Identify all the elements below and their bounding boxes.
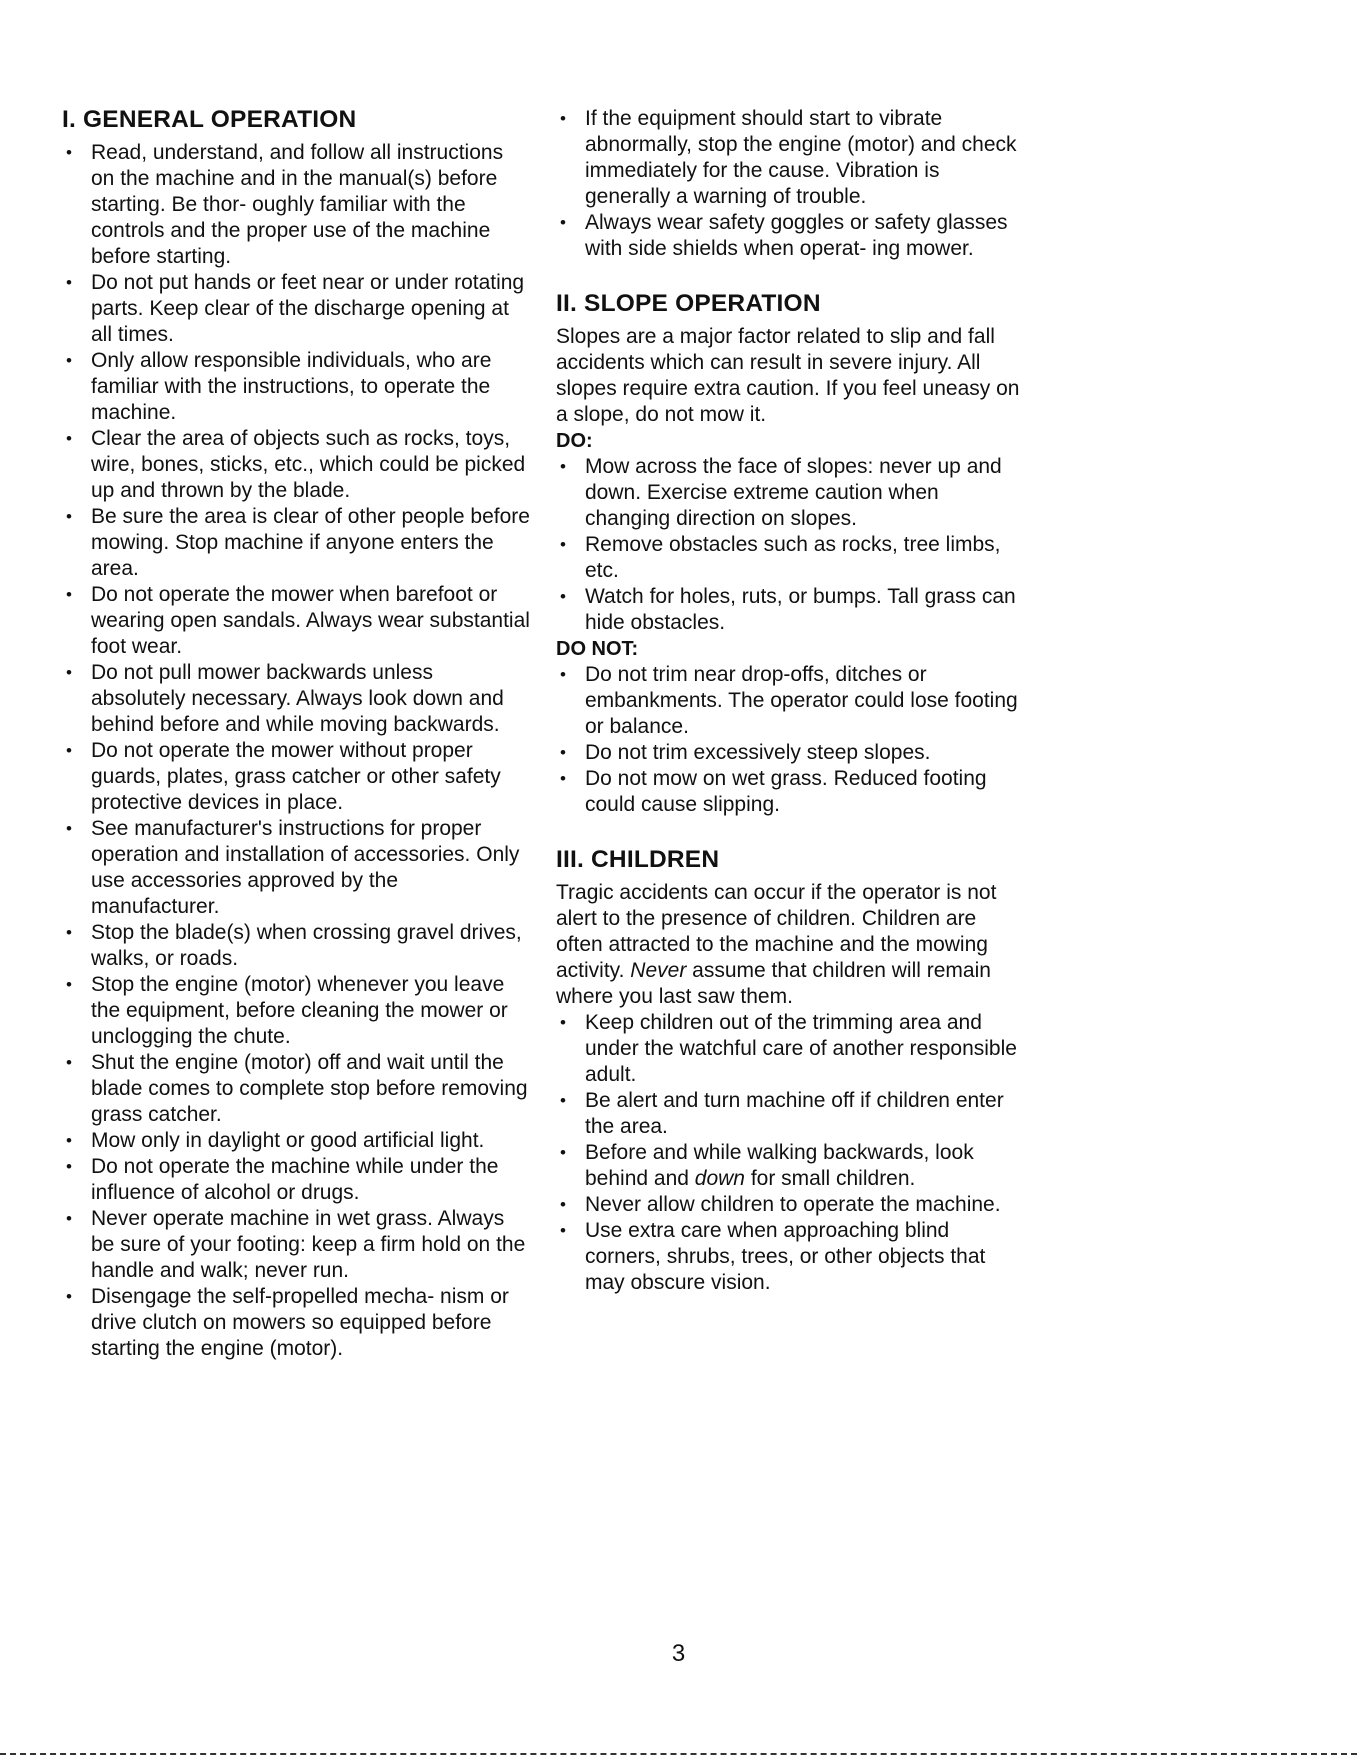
bullet-icon: • [66, 429, 72, 448]
list-item: • Do not mow on wet grass. Reduced footing could cause slipping. [560, 767, 987, 816]
list-item: • Mow across the face of slopes: never up and down. Exercise extreme caution when changing direction on slopes. [560, 455, 1002, 530]
bullet-icon: • [66, 1209, 72, 1228]
bullet-icon: • [66, 923, 72, 942]
bullet-icon: • [66, 585, 72, 604]
bullet-icon: • [560, 535, 566, 554]
list-item: • See manufacturer's instructions for proper operation and installation of accessories. Only use accessories approved by the manufacturer. [66, 817, 520, 918]
section-heading-general-operation: I. GENERAL OPERATION [62, 106, 357, 133]
do-list [556, 454, 1026, 636]
bullet-icon: • [560, 743, 566, 762]
list-item: • Before and while walking backwards, look behind and down for small children. [560, 1141, 974, 1190]
general-operation-list-continued [556, 106, 1026, 262]
section-spacer [556, 262, 1026, 290]
bullet-icon: • [66, 507, 72, 526]
bullet-icon: • [66, 1287, 72, 1306]
list-item: • Do not pull mower backwards unless absolutely necessary. Always look down and behind before and while moving backwards. [66, 661, 504, 736]
bullet-icon: • [66, 741, 72, 760]
list-item: • Keep children out of the trimming area and under the watchful care of another responsible adult. [560, 1011, 1017, 1086]
list-item: • Do not operate the machine while under the influence of alcohol or drugs. [66, 1155, 499, 1204]
list-item: • Only allow responsible individuals, who are familiar with the instructions, to operate the machine. [66, 349, 492, 424]
bullet-icon: • [66, 273, 72, 292]
bullet-icon: • [560, 1195, 566, 1214]
do-label: DO: [556, 430, 593, 452]
list-item: • Remove obstacles such as rocks, tree limbs, etc. [560, 533, 1001, 582]
list-item: • Stop the blade(s) when crossing gravel drives, walks, or roads. [66, 921, 522, 970]
bullet-icon: • [66, 819, 72, 838]
list-item: • Do not put hands or feet near or under rotating parts. Keep clear of the discharge opening at all times. [66, 271, 525, 346]
list-item: • Do not operate the mower without proper guards, plates, grass catcher or other safety protective devices in place. [66, 739, 501, 814]
list-item: • Be sure the area is clear of other people before mowing. Stop machine if anyone enters the area. [66, 505, 530, 580]
list-item: • Read, understand, and follow all instructions on the machine and in the manual(s) before starting. Be thor- oughly familiar with the controls and the proper use of the machine before starting. [66, 141, 504, 268]
bullet-icon: • [560, 457, 566, 476]
bullet-icon: • [66, 1157, 72, 1176]
list-item: • Do not trim near drop-offs, ditches or embankments. The operator could lose footing or balance. [560, 663, 1018, 738]
list-item: • If the equipment should start to vibrate abnormally, stop the engine (motor) and check immediately for the cause. Vibration is generally a warning of trouble. [560, 107, 1017, 208]
bullet-icon: • [560, 587, 566, 606]
bullet-icon: • [560, 213, 566, 232]
bullet-icon: • [560, 1091, 566, 1110]
general-operation-list [62, 140, 532, 1362]
bottom-divider [0, 1753, 1357, 1755]
bullet-icon: • [66, 975, 72, 994]
list-item: • Do not trim excessively steep slopes. [560, 741, 931, 764]
do-not-label: DO NOT: [556, 638, 639, 660]
page-number: 3 [671, 1640, 686, 1667]
bullet-icon: • [560, 109, 566, 128]
bullet-icon: • [560, 665, 566, 684]
list-item: • Be alert and turn machine off if children enter the area. [560, 1089, 1004, 1138]
children-list [556, 1010, 1026, 1296]
bullet-icon: • [66, 1053, 72, 1072]
right-column [556, 106, 1026, 1296]
bullet-icon: • [560, 769, 566, 788]
section-heading-slope-operation: II. SLOPE OPERATION [556, 290, 821, 317]
list-item: • Mow only in daylight or good artificial light. [66, 1129, 485, 1152]
list-item: • Always wear safety goggles or safety glasses with side shields when operat- ing mower. [560, 211, 1008, 260]
bullet-icon: • [66, 351, 72, 370]
bullet-icon: • [560, 1143, 566, 1162]
list-item: • Do not operate the mower when barefoot or wearing open sandals. Always wear substantial foot wear. [66, 583, 530, 658]
section-heading-children: III. CHILDREN [556, 846, 720, 873]
left-column [62, 106, 532, 1362]
list-item: • Watch for holes, ruts, or bumps. Tall grass can hide obstacles. [560, 585, 1016, 634]
bullet-icon: • [66, 143, 72, 162]
do-not-list [556, 662, 1026, 818]
bullet-icon: • [560, 1013, 566, 1032]
list-item: • Disengage the self-propelled mecha- nism or drive clutch on mowers so equipped before starting the engine (motor). [66, 1285, 509, 1360]
list-item: • Use extra care when approaching blind corners, shrubs, trees, or other objects that may obscure vision. [560, 1219, 986, 1294]
bullet-icon: • [560, 1221, 566, 1240]
list-item: • Never operate machine in wet grass. Always be sure of your footing: keep a firm hold on the handle and walk; never run. [66, 1207, 526, 1282]
list-item: • Clear the area of objects such as rocks, toys, wire, bones, sticks, etc., which could be picked up and thrown by the blade. [66, 427, 526, 502]
list-item: • Never allow children to operate the machine. [560, 1193, 1001, 1216]
children-intro-paragraph: Tragic accidents can occur if the operator is not alert to the presence of children. Children are often attracted to the machine and the mowing activity. Never assume that children will remain where you last saw them. [556, 881, 997, 1008]
bullet-icon: • [66, 663, 72, 682]
bullet-icon: • [66, 1131, 72, 1150]
slope-intro-paragraph: Slopes are a major factor related to slip and fall accidents which can result in severe injury. All slopes require extra caution. If you feel uneasy on a slope, do not mow it. [556, 325, 1020, 426]
section-spacer [556, 818, 1026, 846]
list-item: • Stop the engine (motor) whenever you leave the equipment, before cleaning the mower or unclogging the chute. [66, 973, 508, 1048]
list-item: • Shut the engine (motor) off and wait until the blade comes to complete stop before removing grass catcher. [66, 1051, 528, 1126]
